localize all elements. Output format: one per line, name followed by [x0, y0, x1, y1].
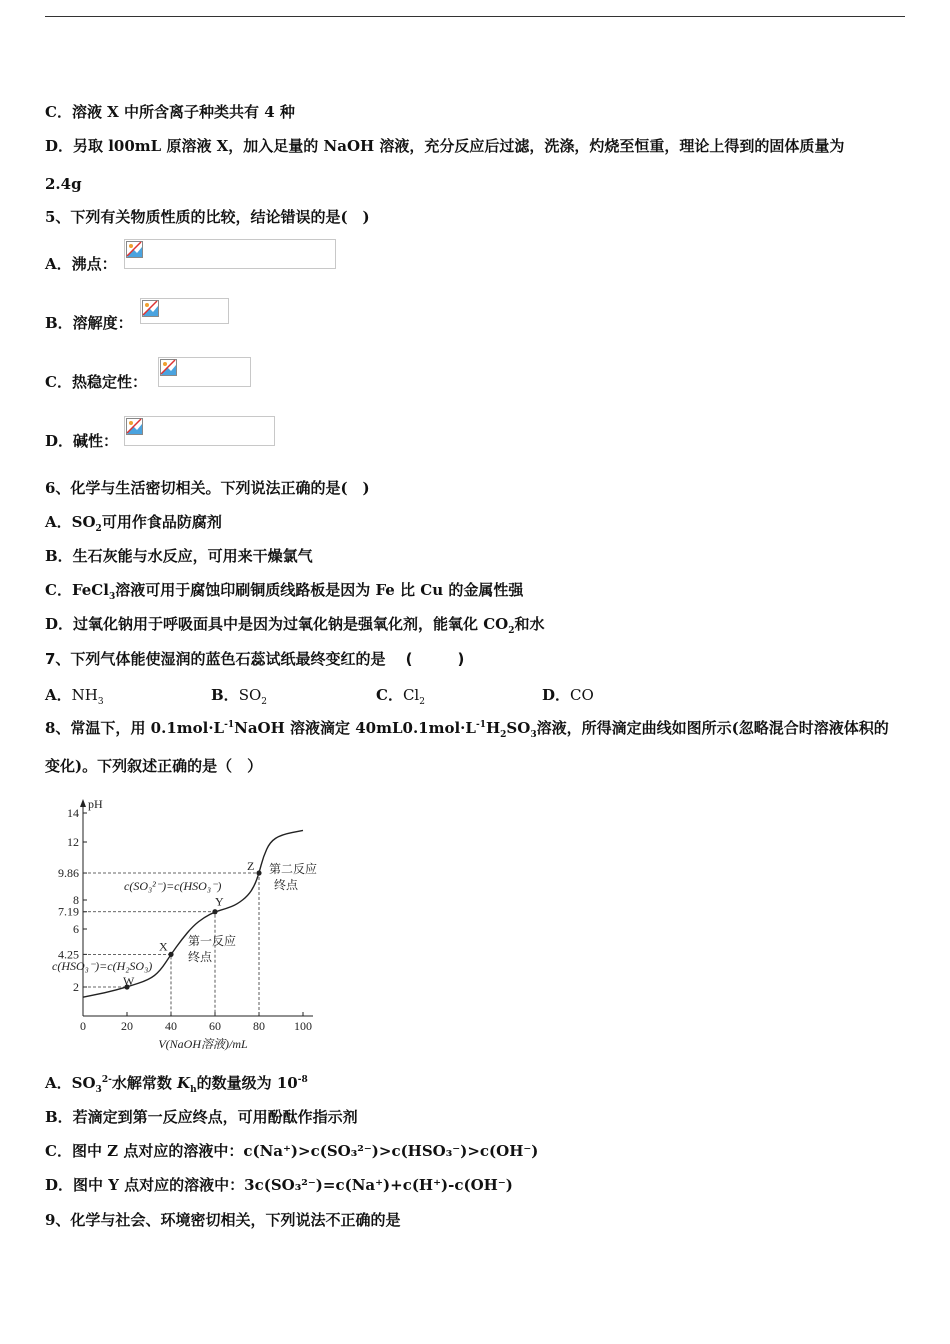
y-tick-label: 12	[67, 835, 79, 849]
header-rule	[45, 16, 905, 17]
q6-option-b: B．生石灰能与水反应，可用来干燥氯气	[45, 547, 313, 565]
q7-options	[45, 684, 745, 706]
q7-option-a: A．$NH_3$	[45, 686, 104, 707]
q5-option-b: B．溶解度：	[45, 314, 133, 332]
q6-option-d: D．过氧化钠用于呼吸面具中是因为过氧化钠是强氧化剂，能氧化 $CO_2$和水	[45, 615, 545, 636]
annotation-first-end: 终点	[188, 950, 213, 964]
q7-stem: 7、下列气体能使湿润的蓝色石蕊试纸最终变红的是 ( )	[45, 650, 465, 668]
y-tick-label: 2	[73, 980, 79, 994]
q4-option-d-line1: D．另取 l00mL 原溶液 X，加入足量的 NaOH 溶液，充分反应后过滤，洗涤，灼烧至恒重，理论上得到的固体质量为	[45, 137, 845, 155]
y-tick-label: 7.19	[58, 904, 79, 919]
q7-option-b: B．$SO_2$	[211, 686, 267, 707]
x-tick-label: 100	[294, 1019, 312, 1033]
y-axis-label: pH	[88, 797, 103, 811]
data-point	[256, 870, 261, 875]
x-tick-label: 0	[80, 1019, 86, 1033]
q9-stem: 9、化学与社会、环境密切相关，下列说法不正确的是	[45, 1211, 401, 1229]
q8-option-c: C．图中 Z 点对应的溶液中：c(Na⁺)>c(SO₃²⁻)>c(HSO₃⁻)>c(OH⁻)	[45, 1142, 539, 1160]
y-tick-label: 14	[67, 806, 79, 820]
q5-b-image	[140, 298, 229, 324]
x-tick-label: 80	[253, 1019, 265, 1033]
titration-curve-chart	[48, 793, 338, 1058]
data-point-label: X	[159, 939, 168, 954]
q5-d-image	[124, 416, 275, 446]
y-tick-label: 9.86	[58, 866, 79, 881]
annotation-second-end: 终点	[274, 878, 299, 892]
q4-option-d-line2: 2.4g	[45, 175, 82, 193]
x-tick-label: 40	[165, 1019, 177, 1033]
q5-a-image	[124, 239, 336, 269]
q8-option-b: B．若滴定到第一反应终点，可用酚酞作指示剂	[45, 1108, 358, 1126]
q7-option-c: C．$Cl_2$	[376, 686, 425, 707]
q8-stem-line1: 8、常温下，用 $0.1mol\cdot L^{-1}NaOH$ 溶液滴定 $40mL0.1mol\cdot L^{-1}H_2SO_3$溶液，所得滴定曲线如图所示(忽略混合时溶液体积的	[45, 719, 889, 740]
y-tick-label: 6	[73, 922, 79, 936]
q8-option-a: A．$SO_3^{2-}$水解常数 $K_h$的数量级为 $10^{-8}$	[45, 1074, 308, 1095]
data-point	[212, 909, 217, 914]
q4-option-c: C．溶液 X 中所含离子种类共有 4 种	[45, 103, 295, 121]
q5-option-c: C．热稳定性：	[45, 373, 147, 391]
broken-image-icon	[126, 241, 143, 258]
q8-option-d: D．图中 Y 点对应的溶液中：3c(SO₃²⁻)=c(Na⁺)+c(H⁺)-c(OH⁻)	[45, 1176, 513, 1194]
q8-stem-line2: 变化)。下列叙述正确的是（ ）	[45, 757, 263, 775]
q6-option-c: C．FeCl$_3$溶液可用于腐蚀印刷铜质线路板是因为 Fe 比 Cu 的金属性强	[45, 581, 524, 602]
x-axis-label: V(NaOH溶液)/mL	[158, 1037, 248, 1051]
broken-image-icon	[126, 418, 143, 435]
q5-c-image	[158, 357, 251, 387]
broken-image-icon	[142, 300, 159, 317]
y-axis-arrow	[80, 799, 86, 807]
broken-image-icon	[160, 359, 177, 376]
y-tick-label: 4.25	[58, 947, 79, 962]
data-point-label: Z	[247, 859, 255, 874]
y-tick-label: 8	[73, 893, 79, 907]
q6-option-a: A．$SO_2$可用作食品防腐剂	[45, 513, 222, 534]
q6-stem: 6、化学与生活密切相关。下列说法正确的是( )	[45, 479, 370, 497]
data-point	[168, 952, 173, 957]
x-tick-label: 20	[121, 1019, 133, 1033]
data-point-label: W	[123, 974, 135, 988]
data-point-label: Y	[215, 894, 224, 909]
annotation-equation: c(SO₃²⁻)=c(HSO₃⁻)	[124, 879, 222, 893]
q5-stem: 5、下列有关物质性质的比较，结论错误的是( )	[45, 208, 370, 226]
annotation-first-end: 第一反应	[188, 934, 237, 948]
q7-option-d: D．CO	[542, 686, 594, 704]
q5-option-a: A．沸点：	[45, 255, 117, 273]
annotation-equation: c(HSO₃⁻)=c(H₂SO₃)	[52, 959, 153, 973]
x-tick-label: 60	[209, 1019, 221, 1033]
q5-option-d: D．碱性：	[45, 432, 119, 450]
annotation-second-end: 第二反应	[269, 862, 318, 876]
